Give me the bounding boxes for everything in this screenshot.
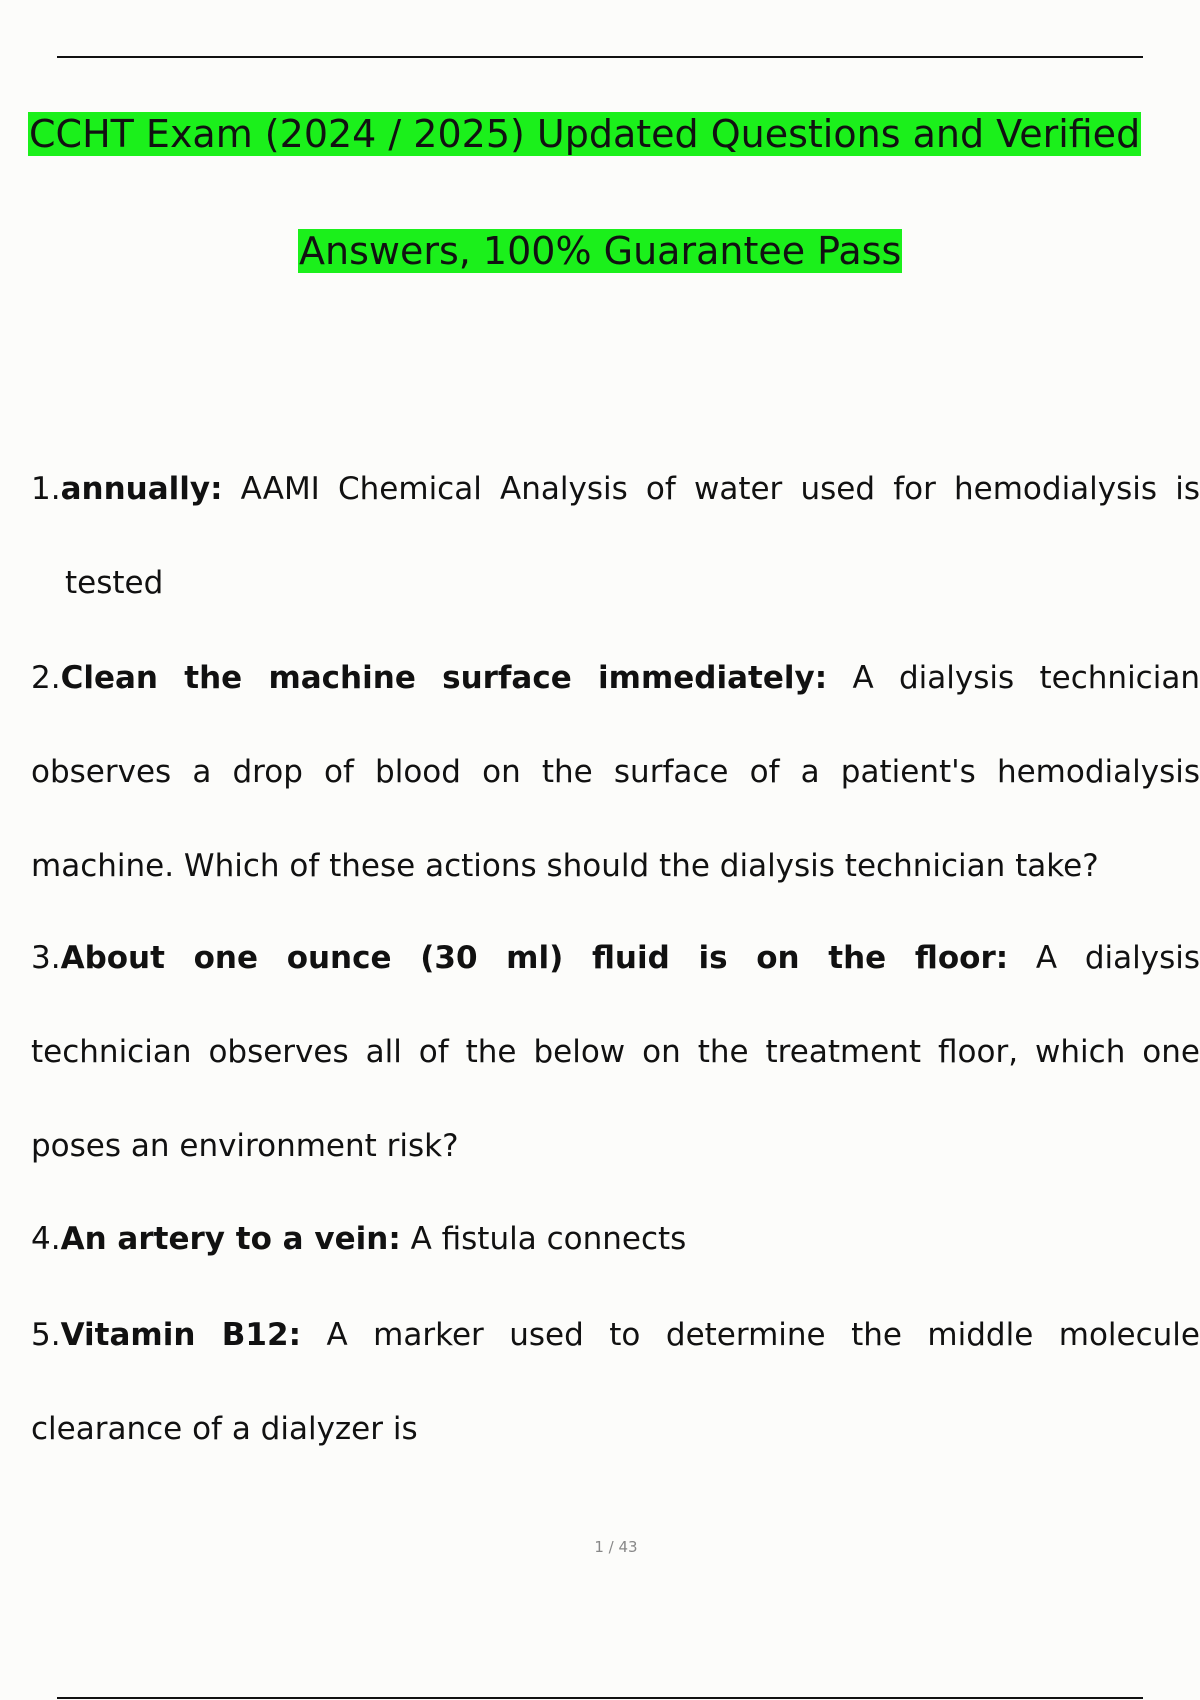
qa-item-line [31,1288,1200,1382]
qa-item-line: clearance of a dialyzer is [31,1411,418,1447]
qa-item-line [31,631,1200,725]
item-question-text: AAMI Chemical Analysis of water used for hemodialysis is [222,471,1200,507]
qa-item-line [31,911,1200,1005]
item-answer-term: Vitamin B12: [60,1317,301,1353]
footer-rule [57,1697,1143,1699]
item-number: 2. [31,660,61,696]
qa-item-5 [31,1288,1200,1476]
item-answer-term: Clean the machine surface immediately: [60,660,828,696]
qa-item-2 [31,631,1200,913]
item-number: 1. [31,471,61,507]
qa-item-1 [31,442,1200,630]
qa-item-line: machine. Which of these actions should the dialysis technician take? [31,848,1099,884]
item-question-text: A dialysis [1008,940,1200,976]
qa-item-4 [31,1192,1200,1286]
item-number: 5. [31,1317,61,1353]
qa-item-line: technician observes all of the below on the treatment floor, which one [31,1034,1200,1070]
item-answer-term: About one ounce (30 ml) fluid is on the floor: [60,940,1009,976]
item-answer-term: annually: [60,471,223,507]
title-highlight-1: CCHT Exam (2024 / 2025) Updated Questions and Verified [29,112,1141,156]
qa-item-3 [31,911,1200,1193]
item-answer-term: An artery to a vein: [60,1221,401,1257]
item-number: 3. [31,940,61,976]
document-title-line-1 [28,111,1200,157]
header-rule [57,56,1143,58]
item-question-text: A dialysis technician [827,660,1200,696]
qa-item-line: tested [65,565,164,601]
item-number: 4. [31,1221,61,1257]
item-question-text: A fistula connects [400,1221,687,1257]
title-highlight-2: Answers, 100% Guarantee Pass [299,229,902,273]
document-title-line-2 [298,228,902,274]
qa-item-line [31,1192,1200,1286]
qa-item-line: poses an environment risk? [31,1128,459,1164]
qa-item-line [31,442,1200,536]
item-question-text: A marker used to determine the middle molecule [300,1317,1200,1353]
qa-item-line: observes a drop of blood on the surface of a patient's hemodialysis [31,754,1200,790]
page-indicator: 1 / 43 [594,1538,638,1556]
